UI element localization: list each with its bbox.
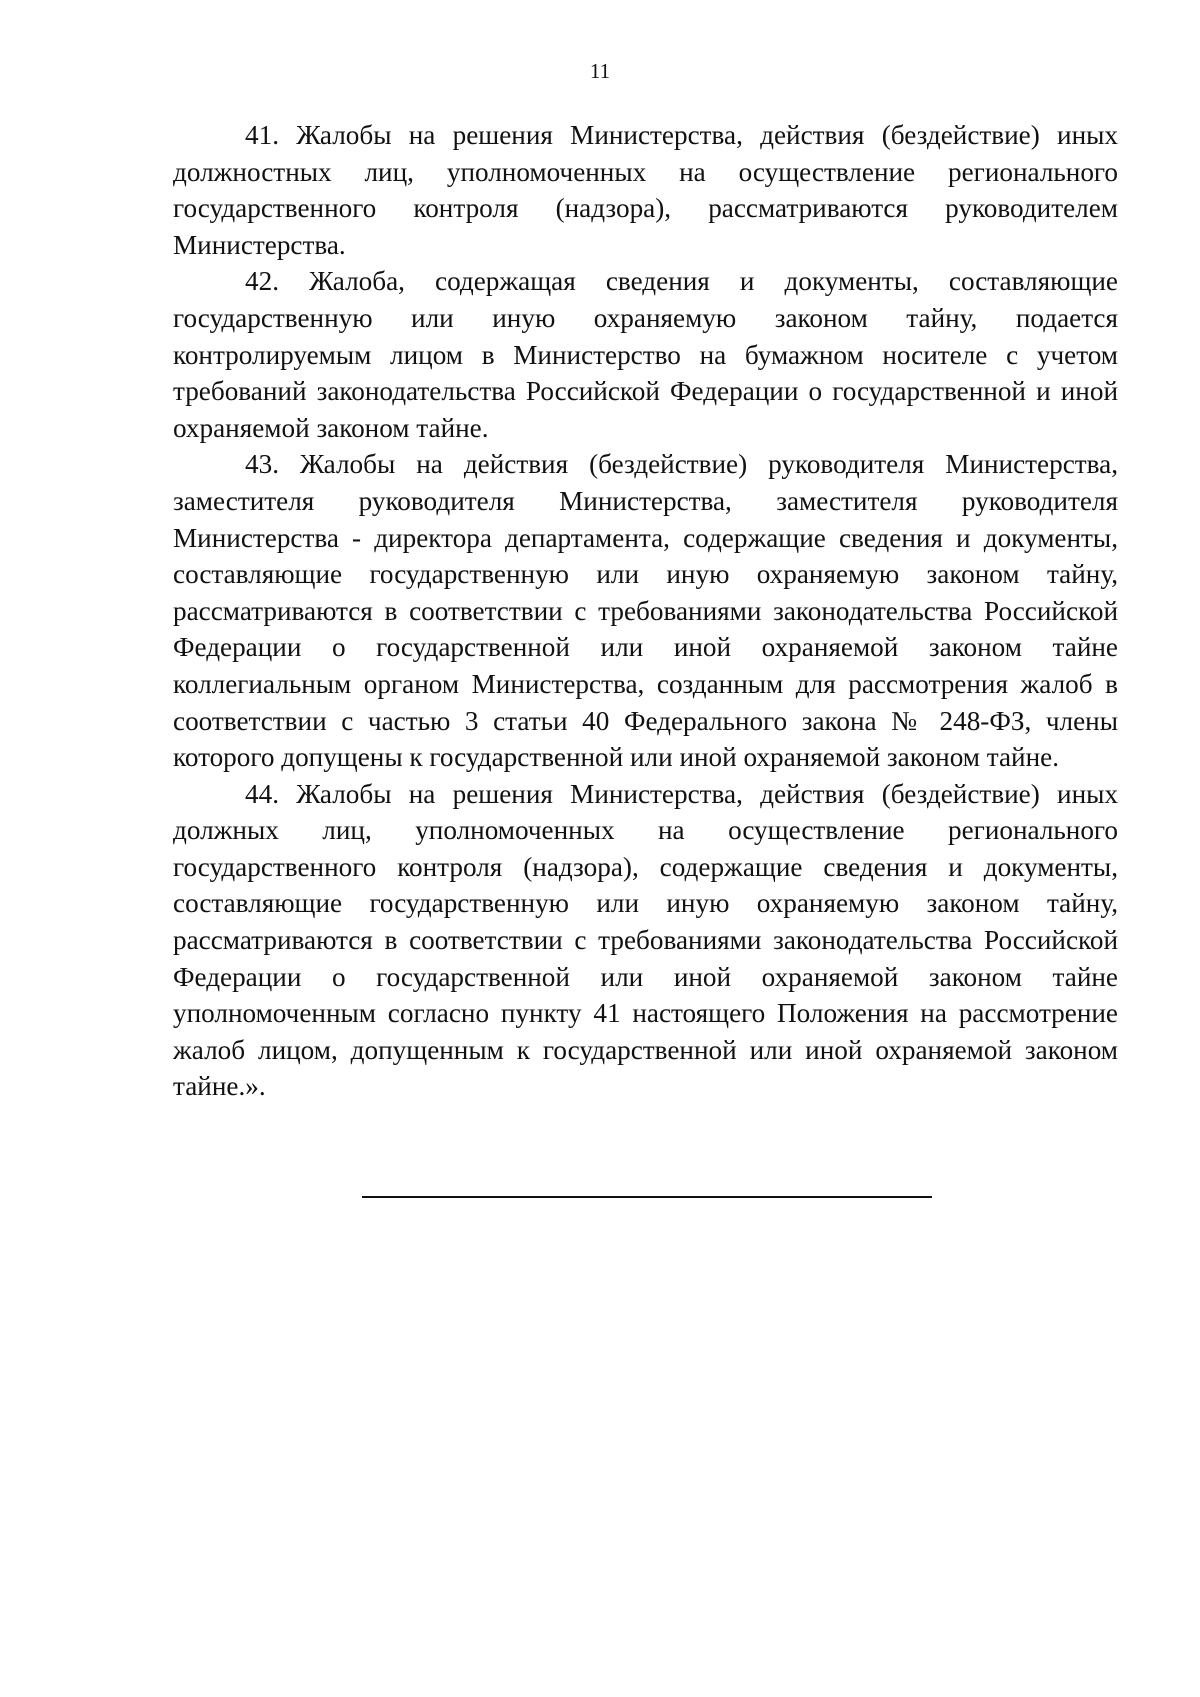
paragraph-42: 42. Жалоба, содержащая сведения и документы, составляющие государственную или иную охраняемую законом тайну, подается контролируемым лицом в Министерство на бумажном носителе с учетом требований законодательства Российской Федерации о государственной и иной охраняемой законом тайне. <box>173 266 1118 443</box>
paragraph-41: 41. Жалобы на решения Министерства, действия (бездействие) иных должностных лиц, уполномоченных на осуществление регионального государственного контроля (надзора), рассматриваются руководителем Министерства. <box>173 120 1118 260</box>
page-number: 11 <box>589 59 611 83</box>
document-body <box>173 117 1118 1105</box>
paragraph-44: 44. Жалобы на решения Министерства, действия (бездействие) иных должных лиц, уполномоченных на осуществление регионального государственного контроля (надзора), содержащие сведения и документы, составляющие государственную или иную охраняемую законом тайну, рассматриваются в соответствии с требованиями законодательства Российской Федерации о государственной или иной охраняемой законом тайне уполномоченным согласно пункту 41 настоящего Положения на рассмотрение жалоб лицом, допущенным к государственной или иной охраняемой законом тайне.». <box>173 778 1118 1102</box>
paragraph-43: 43. Жалобы на действия (бездействие) руководителя Министерства, заместителя руководителя Министерства, заместителя руководителя Министерства - директора департамента, содержащие сведения и документы, составляющие государственную или иную охраняемую законом тайну, рассматриваются в соответствии с требованиями законодательства Российской Федерации о государственной или иной охраняемой законом тайне коллегиальным органом Министерства, созданным для рассмотрения жалоб в соответствии с частью 3 статьи 40 Федерального закона № 248-ФЗ, члены которого допущены к государственной или иной охраняемой законом тайне. <box>173 449 1118 773</box>
end-of-document-rule <box>362 1196 932 1198</box>
